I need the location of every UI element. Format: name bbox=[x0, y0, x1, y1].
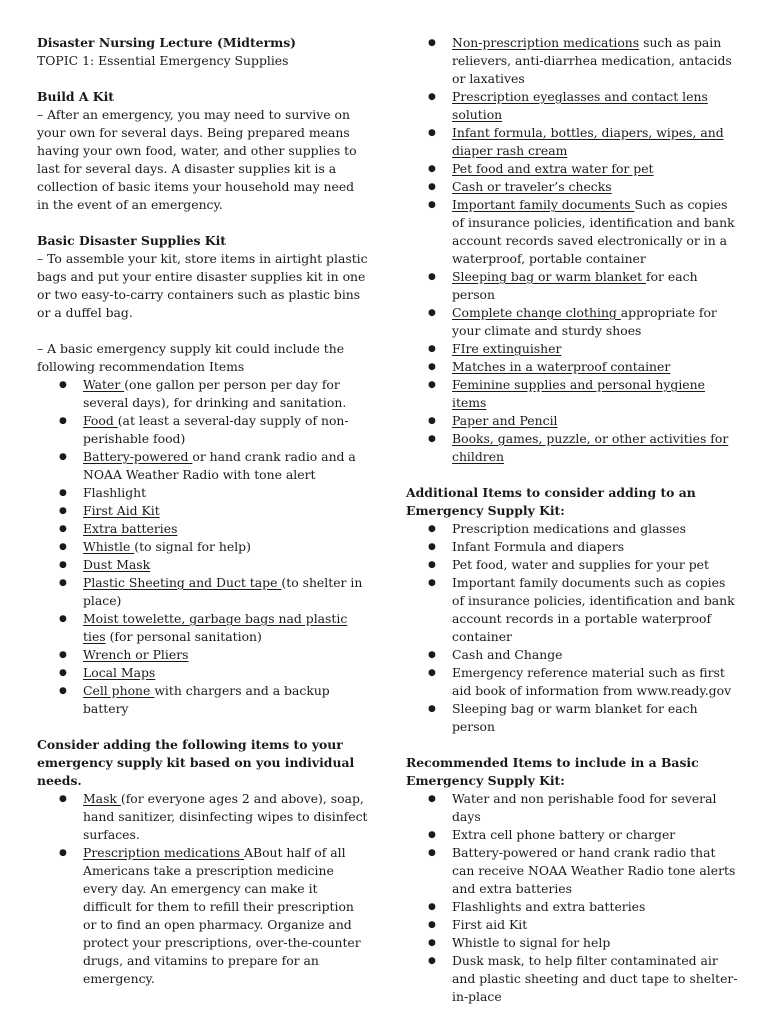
basic-items-list bbox=[37, 376, 369, 718]
underlined-item-label: Non-prescription medications bbox=[452, 35, 640, 50]
item-description: (for personal sanitation) bbox=[105, 629, 262, 644]
build-kit-text: – After an emergency, you may need to survive on your own for several days. Being prepared means having your own food, water, and other supplies to last for several days. A disaster supplies kit is a collection of basic items your household may need in the event of an emergency. bbox=[37, 107, 357, 212]
underlined-item-label: Sleeping bag or warm blanket bbox=[452, 269, 646, 284]
additional-items-list bbox=[406, 520, 738, 736]
consider-heading: Consider adding the following items to your emergency supply kit based on you individual needs. bbox=[37, 737, 355, 788]
underlined-item-label: Wrench or Pliers bbox=[83, 647, 189, 662]
list-item bbox=[406, 376, 738, 412]
recommended-items-list bbox=[406, 790, 738, 1006]
underlined-item-label: Extra batteries bbox=[83, 521, 178, 536]
item-description: (at least a several-day supply of non-perishable food) bbox=[83, 413, 349, 446]
list-item bbox=[406, 358, 738, 376]
item-description: (for everyone ages 2 and above), soap, hand sanitizer, disinfecting wipes to disinfect surfaces. bbox=[83, 791, 368, 842]
underlined-item-label: Mask bbox=[83, 791, 121, 806]
item-description: (to signal for help) bbox=[134, 539, 251, 554]
underlined-item-label: FIre extinguisher bbox=[452, 341, 562, 356]
list-item: ● Emergency reference material such as first aid book of information from www.ready.gov bbox=[406, 664, 738, 700]
list-item bbox=[37, 376, 369, 412]
item-description: (to shelter in place) bbox=[83, 575, 363, 608]
additional-items-heading: Additional Items to consider adding to an Emergency Supply Kit: bbox=[406, 485, 696, 518]
list-item bbox=[406, 430, 738, 466]
list-item bbox=[37, 502, 369, 520]
list-item bbox=[406, 88, 738, 124]
list-item bbox=[37, 844, 369, 988]
list-item bbox=[37, 520, 369, 538]
underlined-item-label: Prescription medications bbox=[83, 845, 245, 860]
underlined-item-label: Complete change clothing bbox=[452, 305, 621, 320]
right-column bbox=[406, 34, 738, 1006]
list-item: ● Sleeping bag or warm blanket for each person bbox=[406, 700, 738, 736]
list-item bbox=[37, 538, 369, 556]
lecture-title: Disaster Nursing Lecture (Midterms) bbox=[37, 35, 297, 50]
list-item: ● Flashlights and extra batteries bbox=[406, 898, 738, 916]
list-item bbox=[37, 610, 369, 646]
list-item bbox=[406, 196, 738, 268]
list-item bbox=[37, 556, 369, 574]
list-item bbox=[406, 160, 738, 178]
list-item bbox=[37, 682, 369, 718]
recommended-items-heading: Recommended Items to include in a Basic Emergency Supply Kit: bbox=[406, 755, 699, 788]
list-item: ● Pet food, water and supplies for your pet bbox=[406, 556, 738, 574]
underlined-item-label: Water bbox=[83, 377, 125, 392]
list-item bbox=[406, 34, 738, 88]
basic-kit-heading: Basic Disaster Supplies Kit bbox=[37, 233, 226, 248]
underlined-item-label: Food bbox=[83, 413, 118, 428]
underlined-item-label: Cash or traveler’s checks bbox=[452, 179, 612, 194]
underlined-item-label: Important family documents bbox=[452, 197, 635, 212]
underlined-item-label: Matches in a waterproof container bbox=[452, 359, 671, 374]
basic-kit-text: – To assemble your kit, store items in airtight plastic bags and put your entire disaster supplies kit in one or two easy-to-carry containers such as plastic bins or a duffel bag. bbox=[37, 251, 368, 320]
underlined-item-label: Infant formula, bottles, diapers, wipes, and diaper rash cream bbox=[452, 125, 724, 158]
item-description: or hand crank radio and a NOAA Weather Radio with tone alert bbox=[83, 449, 356, 482]
underlined-item-label: Plastic Sheeting and Duct tape bbox=[83, 575, 282, 590]
list-item bbox=[406, 412, 738, 430]
consider-items-list-continued bbox=[406, 34, 738, 466]
item-description: Flashlight bbox=[83, 485, 147, 500]
list-item bbox=[406, 340, 738, 358]
topic-title: TOPIC 1: Essential Emergency Supplies bbox=[37, 53, 289, 68]
list-item bbox=[37, 448, 369, 484]
underlined-item-label: Books, games, puzzle, or other activities for children bbox=[452, 431, 729, 464]
underlined-item-label: Paper and Pencil bbox=[452, 413, 558, 428]
list-item bbox=[37, 484, 369, 502]
underlined-item-label: Feminine supplies and personal hygiene items bbox=[452, 377, 705, 410]
item-description: Such as copies of insurance policies, identification and bank account records saved electronically or in a waterproof, portable container bbox=[452, 197, 735, 266]
list-item bbox=[406, 268, 738, 304]
item-description: for each person bbox=[452, 269, 698, 302]
underlined-item-label: Battery-powered bbox=[83, 449, 193, 464]
underlined-item-label: Prescription eyeglasses and contact lens solution bbox=[452, 89, 708, 122]
underlined-item-label: Local Maps bbox=[83, 665, 156, 680]
underlined-item-label: Whistle bbox=[83, 539, 135, 554]
list-item bbox=[37, 664, 369, 682]
list-item: ● Whistle to signal for help bbox=[406, 934, 738, 952]
item-description: ABout half of all Americans take a prescription medicine every day. An emergency can make it difficult for them to refill their prescription or to find an open pharmacy. Organize and protect your prescriptions, over-the-counter drugs, and vitamins to prepare for an emergency. bbox=[83, 845, 361, 986]
underlined-item-label: Dust Mask bbox=[83, 557, 151, 572]
list-item: ● Water and non perishable food for several days bbox=[406, 790, 738, 826]
basic-kit-intro: – A basic emergency supply kit could include the following recommendation Items bbox=[37, 341, 345, 374]
underlined-item-label: First Aid Kit bbox=[83, 503, 160, 518]
underlined-item-label: Cell phone bbox=[83, 683, 155, 698]
item-description: appropriate for your climate and sturdy shoes bbox=[452, 305, 717, 338]
list-item: ● First aid Kit bbox=[406, 916, 738, 934]
list-item: ● Cash and Change bbox=[406, 646, 738, 664]
list-item: ● Dusk mask, to help filter contaminated air and plastic sheeting and duct tape to shelter-in-place bbox=[406, 952, 738, 1006]
list-item bbox=[37, 790, 369, 844]
list-item bbox=[37, 646, 369, 664]
list-item: ● Important family documents such as copies of insurance policies, identification and bank account records in a portable waterproof container bbox=[406, 574, 738, 646]
list-item: ● Prescription medications and glasses bbox=[406, 520, 738, 538]
item-description: (one gallon per person per day for several days), for drinking and sanitation. bbox=[83, 377, 347, 410]
list-item: ● Extra cell phone battery or charger bbox=[406, 826, 738, 844]
list-item bbox=[406, 304, 738, 340]
underlined-item-label: Moist towelette, garbage bags nad plastic ties bbox=[83, 611, 348, 644]
underlined-item-label: Pet food and extra water for pet bbox=[452, 161, 654, 176]
consider-items-list bbox=[37, 790, 369, 988]
list-item: ● Infant Formula and diapers bbox=[406, 538, 738, 556]
item-description: such as pain relievers, anti-diarrhea medication, antacids or laxatives bbox=[452, 35, 732, 86]
list-item bbox=[37, 412, 369, 448]
item-description: with chargers and a backup battery bbox=[83, 683, 330, 716]
build-kit-heading: Build A Kit bbox=[37, 89, 114, 104]
list-item bbox=[406, 178, 738, 196]
list-item: ● Battery-powered or hand crank radio that can receive NOAA Weather Radio tone alerts and extra batteries bbox=[406, 844, 738, 898]
left-column bbox=[37, 34, 369, 988]
list-item bbox=[406, 124, 738, 160]
list-item bbox=[37, 574, 369, 610]
